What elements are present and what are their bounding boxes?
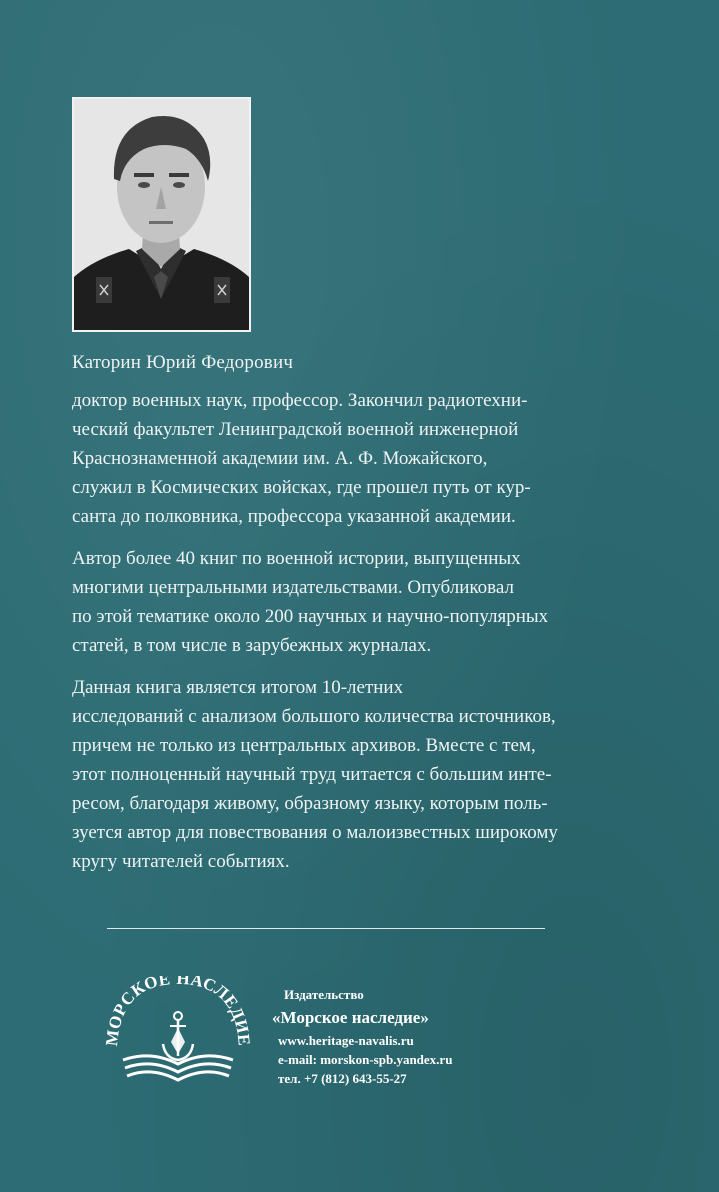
bio-line: этот полноценный научный труд читается с большим инте- [72, 764, 552, 785]
publisher-logo [103, 976, 253, 1086]
svg-text:МОРСКОЕ НАСЛЕДИЕ: МОРСКОЕ НАСЛЕДИЕ [103, 976, 253, 1047]
publisher-info [272, 985, 452, 1088]
author-name: Каторин Юрий Федорович [72, 352, 294, 373]
bio-line: по этой тематике около 200 научных и научно-популярных [72, 606, 549, 627]
anchor-book-icon [103, 976, 253, 1086]
bio-line: статей, в том числе в зарубежных журналах. [72, 635, 432, 656]
publisher-label: Издательство [284, 987, 364, 1002]
bio-line: Данная книга является итогом 10-летних [72, 677, 404, 698]
bio-line: доктор военных наук, профессор. Закончил радиотехни- [72, 390, 528, 411]
bio-line: исследований с анализом большого количества источников, [72, 706, 556, 727]
author-portrait-icon [74, 99, 249, 330]
publisher-phone: тел. +7 (812) 643-55-27 [278, 1071, 407, 1086]
bio-line: ресом, благодаря живому, образному языку, которым поль- [72, 793, 548, 814]
bio-line: служил в Космических войсках, где прошел путь от кур- [72, 477, 531, 498]
bio-line: ческий факультет Ленинградской военной инженерной [72, 419, 519, 440]
bio-line: Краснознаменной академии им. А. Ф. Можайского, [72, 448, 488, 469]
bio-line: санта до полковника, профессора указанной академии. [72, 506, 516, 527]
bio-paragraph-1 [72, 386, 662, 531]
publisher-email[interactable]: e-mail: morskon-spb.yandex.ru [278, 1052, 453, 1067]
bio-line: многими центральными издательствами. Опубликовал [72, 577, 514, 598]
publisher-name: «Морское наследие» [272, 1008, 429, 1027]
bio-line: Автор более 40 книг по военной истории, выпущенных [72, 548, 521, 569]
bio-line: причем не только из центральных архивов. Вместе с тем, [72, 735, 536, 756]
bio-line: кругу читателей событиях. [72, 851, 290, 872]
publisher-website[interactable]: www.heritage-navalis.ru [278, 1033, 414, 1048]
author-photo [72, 97, 251, 332]
bio-paragraph-2 [72, 544, 662, 660]
bio-line: зуется автор для повествования о малоизвестных широкому [72, 822, 558, 843]
author-bio [72, 386, 662, 889]
bio-paragraph-3 [72, 673, 662, 876]
divider-line [107, 928, 545, 929]
